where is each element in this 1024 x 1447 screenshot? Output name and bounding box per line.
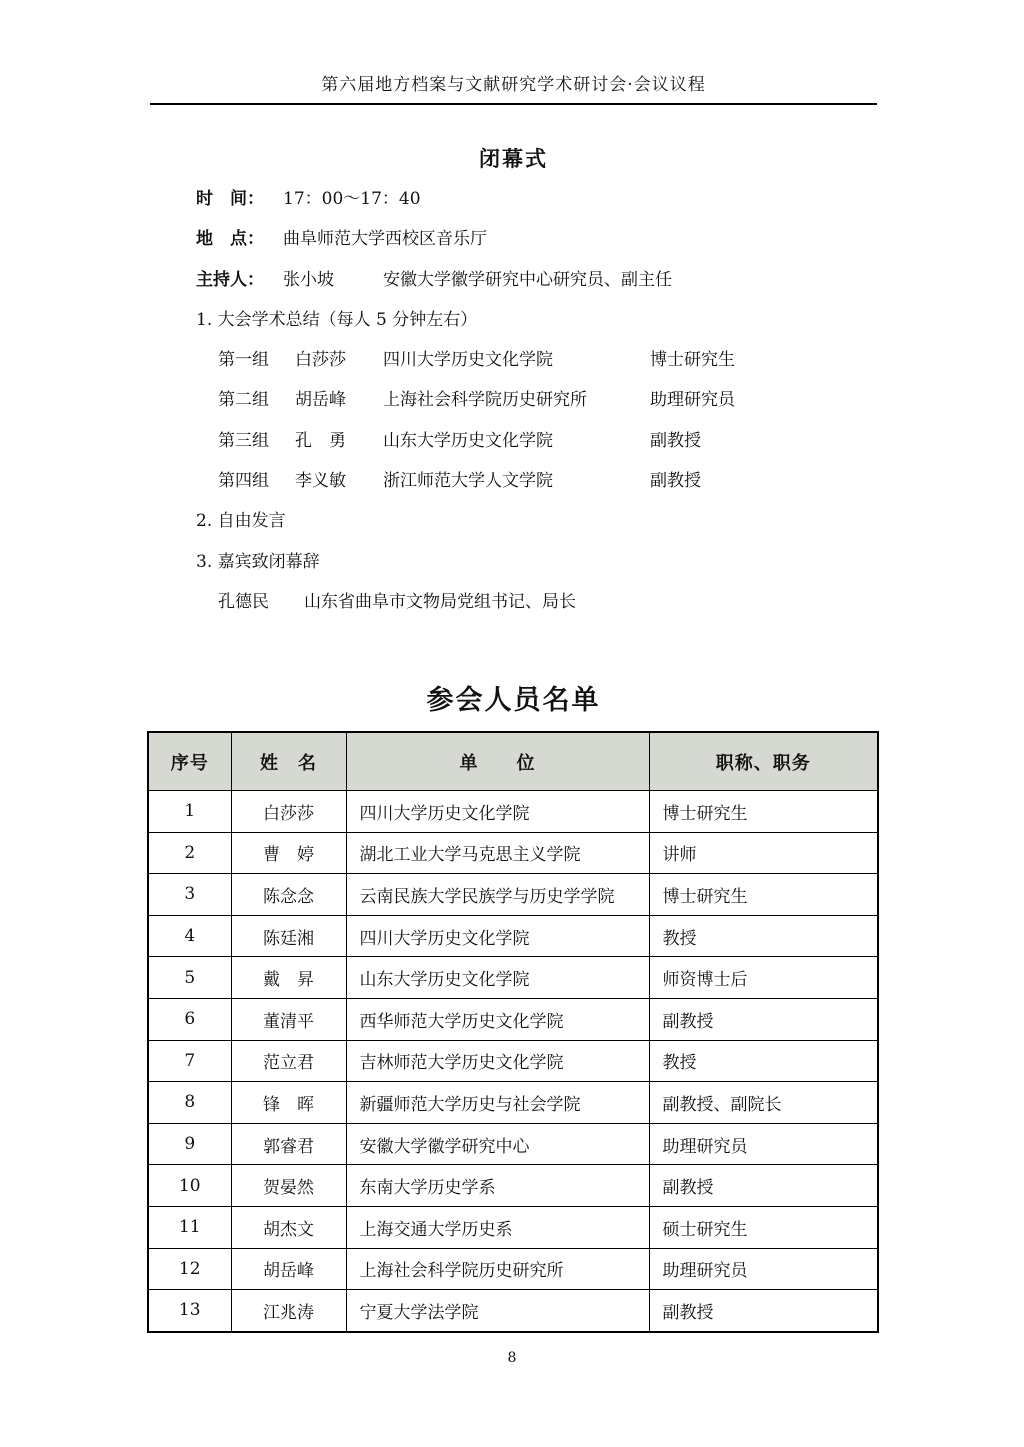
host-name: 张小坡 bbox=[283, 269, 334, 290]
group-title: 副教授 bbox=[650, 471, 701, 492]
agenda-item-3: 3. 嘉宾致闭幕辞 bbox=[196, 551, 320, 572]
cell-unit: 四川大学历史文化学院 bbox=[346, 791, 649, 833]
cell-number: 10 bbox=[148, 1165, 231, 1207]
participants-table bbox=[147, 731, 879, 1333]
group-speaker: 白莎莎 bbox=[295, 350, 346, 371]
group-title: 助理研究员 bbox=[650, 390, 735, 411]
cell-number: 11 bbox=[148, 1206, 231, 1248]
cell-number: 2 bbox=[148, 832, 231, 874]
cell-title: 博士研究生 bbox=[649, 791, 878, 833]
table-header-row bbox=[148, 732, 878, 791]
cell-unit: 云南民族大学民族学与历史学学院 bbox=[346, 874, 649, 916]
group-speaker: 胡岳峰 bbox=[295, 390, 346, 411]
location-value: 曲阜师范大学西校区音乐厅 bbox=[283, 229, 487, 250]
group-row-3 bbox=[196, 421, 896, 461]
closing-section-body bbox=[196, 179, 896, 622]
agenda-item-2: 2. 自由发言 bbox=[196, 511, 286, 532]
host-field bbox=[196, 260, 896, 300]
cell-name: 陈念念 bbox=[231, 874, 346, 916]
cell-unit: 山东大学历史文化学院 bbox=[346, 957, 649, 999]
header-col-unit: 单 位 bbox=[346, 732, 649, 791]
group-unit: 上海社会科学院历史研究所 bbox=[383, 390, 587, 411]
page-header-title: 第六届地方档案与文献研究学术研讨会·会议议程 bbox=[321, 75, 706, 95]
table-row bbox=[148, 1206, 878, 1248]
cell-number: 1 bbox=[148, 791, 231, 833]
cell-number: 8 bbox=[148, 1082, 231, 1124]
cell-title: 副教授 bbox=[649, 998, 878, 1040]
cell-number: 3 bbox=[148, 874, 231, 916]
cell-title: 助理研究员 bbox=[649, 1248, 878, 1290]
cell-name: 陈廷湘 bbox=[231, 915, 346, 957]
cell-number: 6 bbox=[148, 998, 231, 1040]
group-unit: 四川大学历史文化学院 bbox=[383, 350, 553, 371]
cell-unit: 东南大学历史学系 bbox=[346, 1165, 649, 1207]
cell-title: 副教授 bbox=[649, 1290, 878, 1332]
cell-name: 戴 昇 bbox=[231, 957, 346, 999]
group-label: 第一组 bbox=[218, 350, 269, 371]
group-label: 第四组 bbox=[218, 471, 269, 492]
participants-list-title: 参会人员名单 bbox=[426, 685, 601, 716]
cell-name: 范立君 bbox=[231, 1040, 346, 1082]
cell-number: 7 bbox=[148, 1040, 231, 1082]
cell-name: 董清平 bbox=[231, 998, 346, 1040]
closing-speaker-row bbox=[196, 582, 896, 622]
header-col-title: 职称、职务 bbox=[649, 732, 878, 791]
location-field bbox=[196, 219, 896, 259]
group-label: 第二组 bbox=[218, 390, 269, 411]
group-unit: 浙江师范大学人文学院 bbox=[383, 471, 553, 492]
agenda-item-1: 1. 大会学术总结（每人 5 分钟左右） bbox=[196, 309, 478, 330]
closing-section-title: 闭幕式 bbox=[479, 146, 548, 171]
cell-title: 师资博士后 bbox=[649, 957, 878, 999]
cell-number: 4 bbox=[148, 915, 231, 957]
host-label: 主持人： bbox=[196, 269, 264, 290]
time-label: 时 间： bbox=[196, 189, 264, 209]
cell-title: 副教授、副院长 bbox=[649, 1082, 878, 1124]
cell-name: 曹 婷 bbox=[231, 832, 346, 874]
group-speaker: 孔 勇 bbox=[295, 430, 346, 451]
cell-name: 胡杰文 bbox=[231, 1206, 346, 1248]
closing-speaker-title: 山东省曲阜市文物局党组书记、局长 bbox=[304, 591, 576, 612]
time-field bbox=[196, 179, 896, 219]
cell-name: 郭睿君 bbox=[231, 1123, 346, 1165]
cell-name: 锋 晖 bbox=[231, 1082, 346, 1124]
group-title: 副教授 bbox=[650, 430, 701, 451]
page-header bbox=[150, 70, 877, 105]
table-row bbox=[148, 1165, 878, 1207]
table-row bbox=[148, 998, 878, 1040]
table-row bbox=[148, 1040, 878, 1082]
cell-unit: 上海交通大学历史系 bbox=[346, 1206, 649, 1248]
cell-number: 5 bbox=[148, 957, 231, 999]
group-title: 博士研究生 bbox=[650, 350, 735, 371]
cell-unit: 西华师范大学历史文化学院 bbox=[346, 998, 649, 1040]
cell-title: 讲师 bbox=[649, 832, 878, 874]
cell-title: 博士研究生 bbox=[649, 874, 878, 916]
cell-unit: 四川大学历史文化学院 bbox=[346, 915, 649, 957]
table-row bbox=[148, 915, 878, 957]
host-affiliation: 安徽大学徽学研究中心研究员、副主任 bbox=[383, 269, 672, 290]
cell-unit: 湖北工业大学马克思主义学院 bbox=[346, 832, 649, 874]
header-col-name: 姓 名 bbox=[231, 732, 346, 791]
header-col-number: 序号 bbox=[148, 732, 231, 791]
time-value: 17：00～17：40 bbox=[283, 189, 421, 209]
group-row-2 bbox=[196, 380, 896, 420]
location-label: 地 点： bbox=[196, 229, 264, 250]
page-number: 8 bbox=[507, 1350, 517, 1366]
group-unit: 山东大学历史文化学院 bbox=[383, 430, 553, 451]
cell-title: 副教授 bbox=[649, 1165, 878, 1207]
cell-title: 教授 bbox=[649, 915, 878, 957]
table-row bbox=[148, 1082, 878, 1124]
cell-unit: 宁夏大学法学院 bbox=[346, 1290, 649, 1332]
table-row bbox=[148, 1290, 878, 1332]
cell-number: 13 bbox=[148, 1290, 231, 1332]
cell-unit: 安徽大学徽学研究中心 bbox=[346, 1123, 649, 1165]
cell-name: 白莎莎 bbox=[231, 791, 346, 833]
cell-name: 胡岳峰 bbox=[231, 1248, 346, 1290]
cell-name: 贺晏然 bbox=[231, 1165, 346, 1207]
group-label: 第三组 bbox=[218, 430, 269, 451]
cell-unit: 吉林师范大学历史文化学院 bbox=[346, 1040, 649, 1082]
table-row bbox=[148, 1123, 878, 1165]
cell-title: 助理研究员 bbox=[649, 1123, 878, 1165]
closing-speaker-name: 孔德民 bbox=[218, 591, 269, 612]
table-row bbox=[148, 957, 878, 999]
table-row bbox=[148, 791, 878, 833]
cell-number: 9 bbox=[148, 1123, 231, 1165]
cell-title: 教授 bbox=[649, 1040, 878, 1082]
table-row bbox=[148, 832, 878, 874]
group-speaker: 李义敏 bbox=[295, 471, 346, 492]
table-row bbox=[148, 1248, 878, 1290]
group-row-1 bbox=[196, 340, 896, 380]
cell-title: 硕士研究生 bbox=[649, 1206, 878, 1248]
group-row-4 bbox=[196, 461, 896, 501]
cell-unit: 新疆师范大学历史与社会学院 bbox=[346, 1082, 649, 1124]
cell-number: 12 bbox=[148, 1248, 231, 1290]
table-row bbox=[148, 874, 878, 916]
cell-name: 江兆涛 bbox=[231, 1290, 346, 1332]
cell-unit: 上海社会科学院历史研究所 bbox=[346, 1248, 649, 1290]
